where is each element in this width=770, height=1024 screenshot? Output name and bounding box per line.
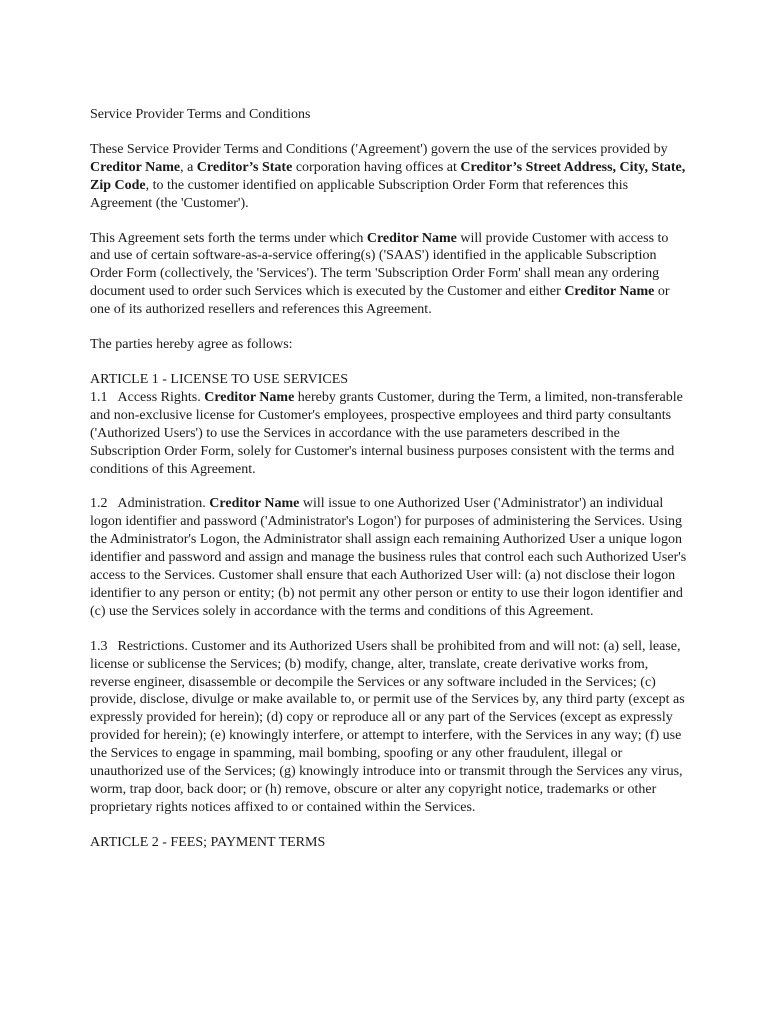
creditor-name-field: Creditor Name	[209, 496, 300, 512]
article-2-heading: ARTICLE 2 - FEES; PAYMENT TERMS	[90, 834, 326, 850]
agreement-paragraph: The parties hereby agree as follows:	[90, 337, 293, 353]
text-run: These Service Provider Terms and Conditions ('Agreement') govern the use of the services provided by	[90, 141, 668, 157]
creditor-name-field: Creditor Name	[564, 284, 655, 300]
text-run: , a	[180, 159, 197, 175]
creditor-name-field: Creditor Name	[90, 159, 181, 175]
text-run: This Agreement sets forth the terms under which	[90, 230, 367, 246]
text-run: hereby grants Customer, during the Term, a limited, non-transferable and non-exclusive license for Customer's employees, prospective employees and third party consultants ('Authorized Users') to use the Services in accordance with the use parameters described in the Subscription Order Form, solely for Customer's internal business purposes consistent with the terms and conditions of this Agreement.	[90, 389, 683, 477]
scope-paragraph	[90, 230, 690, 320]
text-run: Access Rights.	[117, 389, 205, 405]
section-1-1	[90, 389, 690, 479]
text-run: Restrictions. Customer and its Authorized Users shall be prohibited from and will not: (a) sell, lease, license or sublicense the Services; (b) modify, change, alter, translate, create derivative works from, reverse engineer, disassemble or decompile the Services or any software included in the Services; (c) provide, disclose, divulge or make available to, or permit use of the Services by, any third party (except as expressly provided for herein); (d) copy or reproduce all or any part of the Services (except as expressly provided for herein); (e) knowingly interfere, or attempt to interfere, with the Services in any way; (f) use the Services to engage in spamming, mail bombing, spoofing or any other fraudulent, illegal or unauthorized use of the Services; (g) knowingly introduce into or transmit through the Services any virus, worm, trap door, back door; or (h) remove, obscure or alter any copyright notice, trademarks or other proprietary rights notices affixed to or contained within the Services.	[90, 638, 685, 815]
creditor-name-field: Creditor Name	[204, 389, 295, 405]
creditor-address-field: Creditor’s Street Address, City, State, Zip Code	[90, 159, 686, 193]
text-run: will issue to one Authorized User ('Administrator') an individual logon identifier and password ('Administrator's Logon') for purposes of administering the Services. Using the Administrator's Logon, the Administrator shall assign each remaining Authorized User a unique logon identifier and password and assign and manage the business rules that control each such Authorized User's access to the Services. Customer shall ensure that each Authorized User will: (a) not disclose their logon identifier to any person or entity; (b) not permit any other person or entity to use their logon identifier and (c) use the Services solely in accordance with the terms and conditions of this Agreement.	[90, 496, 687, 619]
document-body	[90, 106, 690, 852]
creditor-name-field: Creditor Name	[366, 230, 457, 246]
section-number: 1.1	[90, 389, 108, 405]
creditor-state-field: Creditor’s State	[196, 159, 293, 175]
text-run: or one of its authorized resellers and references this Agreement.	[90, 284, 670, 318]
article-1-heading: ARTICLE 1 - LICENSE TO USE SERVICES	[90, 371, 349, 387]
text-run: Administration.	[117, 496, 210, 512]
text-run: , to the customer identified on applicable Subscription Order Form that references this Agreement (the 'Customer').	[90, 177, 629, 211]
text-run: will provide Customer with access to and use of certain software-as-a-service offering(s) ('SAAS') identified in the applicable Subscription Order Form (collectively, the 'Services'). The term 'Subscription Order Form' shall mean any ordering document used to order such Services which is executed by the Customer and either	[90, 230, 669, 300]
section-1-2	[90, 495, 690, 620]
text-run: corporation having offices at	[292, 159, 461, 175]
section-1-3	[90, 638, 690, 817]
intro-paragraph	[90, 141, 690, 213]
section-number: 1.2	[90, 496, 108, 512]
document-title: Service Provider Terms and Conditions	[90, 107, 311, 122]
section-number: 1.3	[90, 638, 108, 654]
